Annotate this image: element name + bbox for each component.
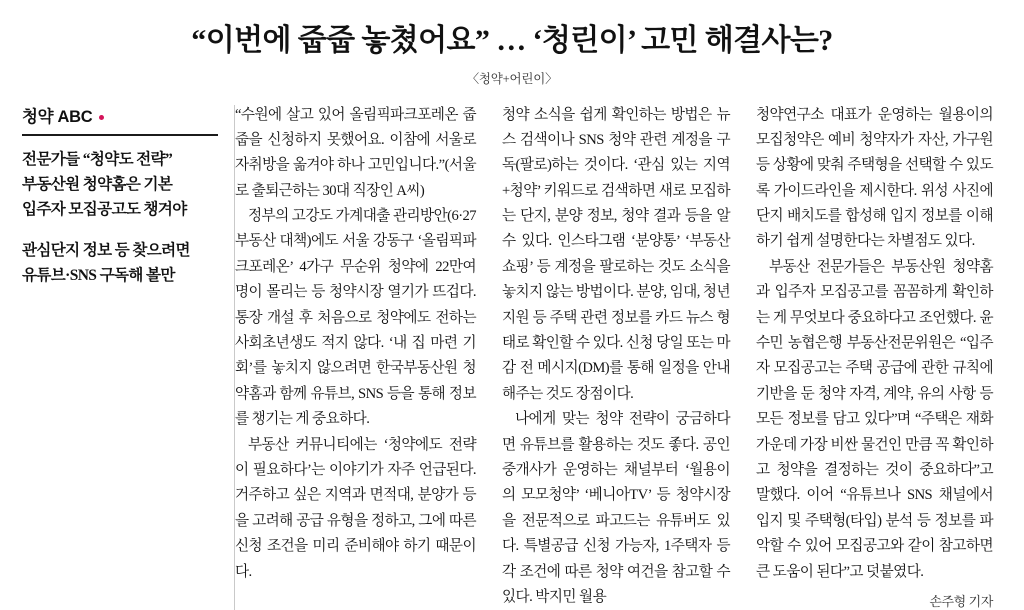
article-column-2 — [489, 103, 743, 610]
paragraph: 청약연구소 대표가 운영하는 월용이의 모집청약은 예비 청약자가 자산, 가구원 등 상황에 맞춰 주택형을 선택할 수 있도록 가이드라인을 제시한다. 위성 사진에 단지 배치도를 합성해 입지 정보를 이해하기 쉽게 설명한다는 차별점도 있다. — [756, 103, 993, 255]
sidebar-lead-line: 관심단지 정보 등 찾으려면 — [22, 238, 218, 263]
bullet-dot-icon — [99, 115, 104, 120]
paragraph: 부동산 전문가들은 부동산원 청약홈과 입주자 모집공고를 꼼꼼하게 확인하는 게 무엇보다 중요하다고 조언했다. 윤수민 농협은행 부동산전문위원은 “입주자 모집공고는 주택 공급에 관한 규칙에 기반을 둔 청약 자격, 계약, 유의 사항 등 모든 정보를 담고 있다”며 “주택은 재화 가운데 가장 비싼 물건인 만큼 꼭 확인하고 청약을 결정하는 것이 중요하다”고 말했다. 이어 “유튜브나 SNS 채널에서 입지 및 주택형(타입) 분석 등 정보를 파악할 수 있어 모집공고와 같이 참고하면 큰 도움이 된다”고 덧붙였다. — [756, 255, 993, 585]
sidebar-kicker-row — [22, 103, 218, 134]
sidebar-summary — [22, 103, 234, 610]
page-title: “이번에 줍줍 놓쳤어요” … ‘청린이’ 고민 해결사는? — [22, 22, 1002, 60]
paragraph: 정부의 고강도 가계대출 관리방안(6·27 부동산 대책)에도 서울 강동구 ‘올림픽파크포레온’ 4가구 무순위 청약에 22만여 명이 몰리는 등 청약시장 열기가 뜨겁다. 통장 개설 후 처음으로 청약에도 전하는 사회초년생도 적지 않다. ‘내 집 마련 기회’를 놓치지 않으려면 한국부동산원 청약홈과 함께 유튜브, SNS 등을 통해 정보를 챙기는 게 중요하다. — [235, 204, 476, 433]
byline: 손주형 기자 — [756, 591, 993, 610]
headline-subtitle: 〈청약+어린이〉 — [22, 69, 1002, 87]
sidebar-divider — [22, 134, 218, 136]
sidebar-lead-line: 입주자 모집공고도 챙겨야 — [22, 197, 218, 222]
sidebar-lead-block-2 — [22, 238, 218, 288]
sidebar-kicker-label: 청약 ABC — [22, 103, 92, 127]
paragraph: 나에게 맞는 청약 전략이 궁금하다면 유튜브를 활용하는 것도 좋다. 공인중개사가 운영하는 채널부터 ‘월용이의 모모청약’ ‘베니아TV’ 등 청약시장을 전문적으로 파고드는 유튜버도 있다. 특별공급 신청 가능자, 1주택자 등 각 조건에 따른 청약 여건을 참고할 수 있다. 박지민 월용 — [502, 407, 730, 610]
sidebar-spacer — [22, 222, 218, 238]
paragraph: 청약 소식을 쉽게 확인하는 방법은 뉴스 검색이나 SNS 청약 관련 계정을 구독(팔로)하는 것이다. ‘관심 있는 지역+청약’ 키워드로 검색하면 새로 모집하는 단지, 분양 정보, 청약 결과 등을 알 수 있다. 인스타그램 ‘분양통’ ‘부동산쇼핑’ 등 계정을 팔로하는 것도 소식을 놓치지 않는 방법이다. 분양, 임대, 청년 지원 등 주택 관련 정보를 카드 뉴스 형태로 확인할 수 있다. 신청 당일 또는 마감 전 메시지(DM)를 통해 일정을 안내해주는 것도 장점이다. — [502, 103, 730, 408]
article-column-1 — [235, 103, 489, 610]
sidebar-lead-line: 부동산원 청약홈은 기본 — [22, 172, 218, 197]
paragraph: “수원에 살고 있어 올림픽파크포레온 줍줍을 신청하지 못했어요. 이참에 서울로 자취방을 옮겨야 하나 고민입니다.”(서울로 출퇴근하는 30대 직장인 A씨) — [235, 103, 476, 205]
sidebar-lead-line: 유튜브·SNS 구독해 볼만 — [22, 263, 218, 288]
article-column-3 — [743, 103, 993, 610]
headline-block — [22, 14, 1002, 87]
sidebar-lead-line: 전문가들 “청약도 전략” — [22, 147, 218, 172]
column-1-text — [235, 103, 476, 585]
paragraph: 부동산 커뮤니티에는 ‘청약에도 전략이 필요하다’는 이야기가 자주 언급된다. 거주하고 싶은 지역과 면적대, 분양가 등을 고려해 공급 유형을 정하고, 그에 따른 신청 조건을 미리 준비해야 하기 때문이다. — [235, 433, 476, 585]
sidebar-lead-block-1 — [22, 147, 218, 222]
column-3-text — [756, 103, 993, 585]
column-2-text — [502, 103, 730, 610]
article-columns — [22, 103, 1002, 610]
